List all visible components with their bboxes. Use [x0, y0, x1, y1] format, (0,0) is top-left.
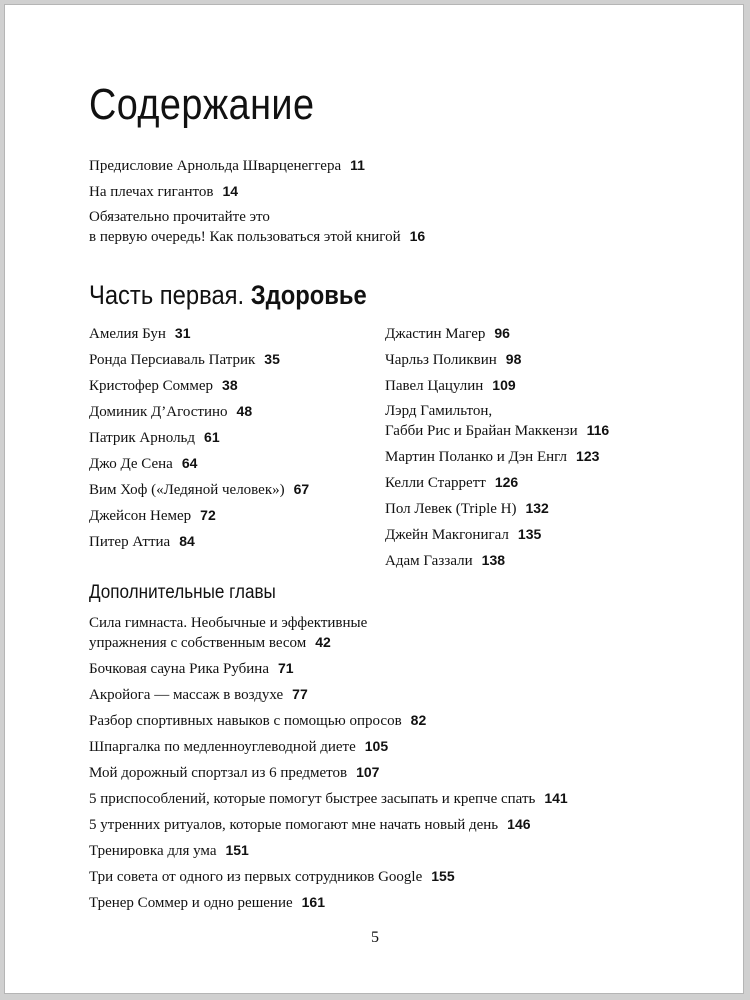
part-name: Здоровье	[250, 280, 367, 310]
entry-text: Мой дорожный спортзал из 6 предметов	[89, 765, 348, 781]
toc-entry	[89, 321, 309, 347]
entry-page: 126	[494, 474, 519, 490]
entry-text: Джо Де Сена	[89, 456, 173, 472]
entry-text: в первую очередь! Как пользоваться этой книгой	[89, 229, 401, 245]
entry-page: 146	[507, 816, 531, 832]
entry-text: Тренировка для ума	[89, 843, 217, 859]
entry-text: Предисловие Арнольда Шварценеггера	[89, 158, 342, 174]
toc-entry	[89, 399, 309, 425]
entry-page: 138	[481, 552, 506, 568]
entry-text: На плечах гигантов	[89, 184, 214, 200]
toc-entry	[385, 347, 609, 373]
entry-page: 82	[410, 712, 427, 728]
entry-page: 42	[315, 634, 331, 650]
entry-page: 67	[293, 481, 310, 497]
entry-page: 84	[179, 533, 195, 549]
toc-entry	[89, 477, 309, 503]
toc-entry	[89, 205, 425, 250]
entry-text: Патрик Арнольд	[89, 430, 196, 446]
entry-page: 14	[222, 183, 239, 199]
toc-entry	[385, 548, 609, 574]
entry-text: Ронда Персиаваль Патрик	[89, 352, 256, 368]
toc-entry	[89, 347, 309, 373]
entry-page: 71	[278, 660, 294, 676]
entry-text-line1: Лэрд Гамильтон,	[385, 403, 493, 419]
entry-page: 16	[409, 228, 426, 244]
entry-page: 77	[292, 686, 308, 702]
entry-text: Чарльз Поликвин	[385, 352, 497, 368]
entry-page: 35	[264, 351, 280, 367]
entry-page: 161	[301, 894, 325, 910]
entry-text: Джастин Магер	[385, 326, 486, 342]
entry-text: Тренер Соммер и одно решение	[89, 895, 293, 911]
entry-page: 116	[586, 422, 610, 438]
entry-page: 96	[494, 325, 510, 341]
toc-entry	[385, 321, 609, 347]
entry-text: Доминик Д’Агостино	[89, 404, 228, 420]
toc-entry	[89, 786, 568, 812]
entry-page: 155	[431, 868, 455, 884]
toc-entry	[89, 864, 568, 890]
entry-text: Джейсон Немер	[89, 508, 192, 524]
part-prefix: Часть первая.	[89, 280, 245, 310]
toc-entry	[89, 838, 568, 864]
entry-page: 105	[364, 738, 389, 754]
entry-text: Пол Левек (Triple H)	[385, 501, 517, 517]
entry-text: Джейн Макгонигал	[385, 527, 509, 543]
part-title	[89, 278, 367, 312]
entry-text: Мартин Поланко и Дэн Енгл	[385, 449, 568, 465]
toc-entry	[385, 522, 609, 548]
entry-page: 132	[525, 500, 549, 516]
toc-entry	[89, 153, 425, 179]
entry-text: Амелия Бун	[89, 326, 166, 342]
entry-text-line1: Обязательно прочитайте это	[89, 209, 270, 225]
toc-entry	[89, 425, 309, 451]
toc-entry	[89, 812, 568, 838]
book-page	[4, 4, 744, 994]
entry-text: Вим Хоф («Ледяной человек»)	[89, 482, 285, 498]
entry-text: Габби Рис и Брайан Маккензи	[385, 423, 578, 439]
entry-text: Питер Аттиа	[89, 534, 171, 550]
toc-entry	[89, 611, 568, 656]
entry-page: 135	[517, 526, 542, 542]
entry-text: Павел Цацулин	[385, 378, 484, 394]
toc-entry	[89, 890, 568, 916]
entry-text: Акройога — массаж в воздухе	[89, 687, 284, 703]
entry-text: Келли Старретт	[385, 475, 486, 491]
entry-page: 31	[174, 325, 191, 341]
entry-text: Бочковая сауна Рика Рубина	[89, 661, 269, 677]
entry-page: 109	[492, 377, 516, 393]
toc-entry	[385, 399, 609, 444]
toc-entry	[89, 656, 568, 682]
toc-entry	[385, 444, 609, 470]
entry-page: 98	[505, 351, 522, 367]
entry-text-line1: Сила гимнаста. Необычные и эффективные	[89, 615, 368, 631]
entry-page: 38	[222, 377, 238, 393]
toc-entry	[89, 179, 425, 205]
toc-title: Содержание	[89, 80, 315, 129]
toc-entry	[89, 529, 309, 555]
toc-entry	[89, 734, 568, 760]
entry-text: Шпаргалка по медленноуглеводной диете	[89, 739, 356, 755]
entry-text: Адам Газзали	[385, 553, 473, 569]
toc-entry	[89, 503, 309, 529]
entry-page: 123	[576, 448, 600, 464]
entry-page: 64	[181, 455, 198, 471]
toc-entry	[89, 682, 568, 708]
entry-page: 151	[225, 842, 249, 858]
toc-entry	[89, 760, 568, 786]
right-column-list	[385, 321, 609, 574]
toc-entry	[385, 496, 609, 522]
entry-page: 141	[544, 790, 568, 806]
page-number: 5	[371, 929, 379, 946]
entry-text: Разбор спортивных навыков с помощью опросов	[89, 713, 402, 729]
intro-list	[89, 153, 425, 250]
entry-text: 5 приспособлений, которые помогут быстрее засыпать и крепче спать	[89, 791, 536, 807]
extra-chapters-list	[89, 611, 568, 916]
extra-chapters-title: Дополнительные главы	[89, 582, 276, 603]
toc-entry	[89, 373, 309, 399]
toc-entry	[385, 470, 609, 496]
toc-entry	[89, 451, 309, 477]
entry-page: 48	[236, 403, 253, 419]
entry-text: упражнения с собственным весом	[89, 635, 307, 651]
entry-page: 11	[350, 157, 365, 173]
toc-entry	[89, 708, 568, 734]
entry-page: 61	[204, 429, 220, 445]
entry-page: 72	[200, 507, 216, 523]
toc-entry	[385, 373, 609, 399]
entry-text: Кристофер Соммер	[89, 378, 214, 394]
entry-text: Три совета от одного из первых сотрудников Google	[89, 869, 423, 885]
left-column-list	[89, 321, 309, 555]
entry-text: 5 утренних ритуалов, которые помогают мне начать новый день	[89, 817, 499, 833]
entry-page: 107	[356, 764, 380, 780]
